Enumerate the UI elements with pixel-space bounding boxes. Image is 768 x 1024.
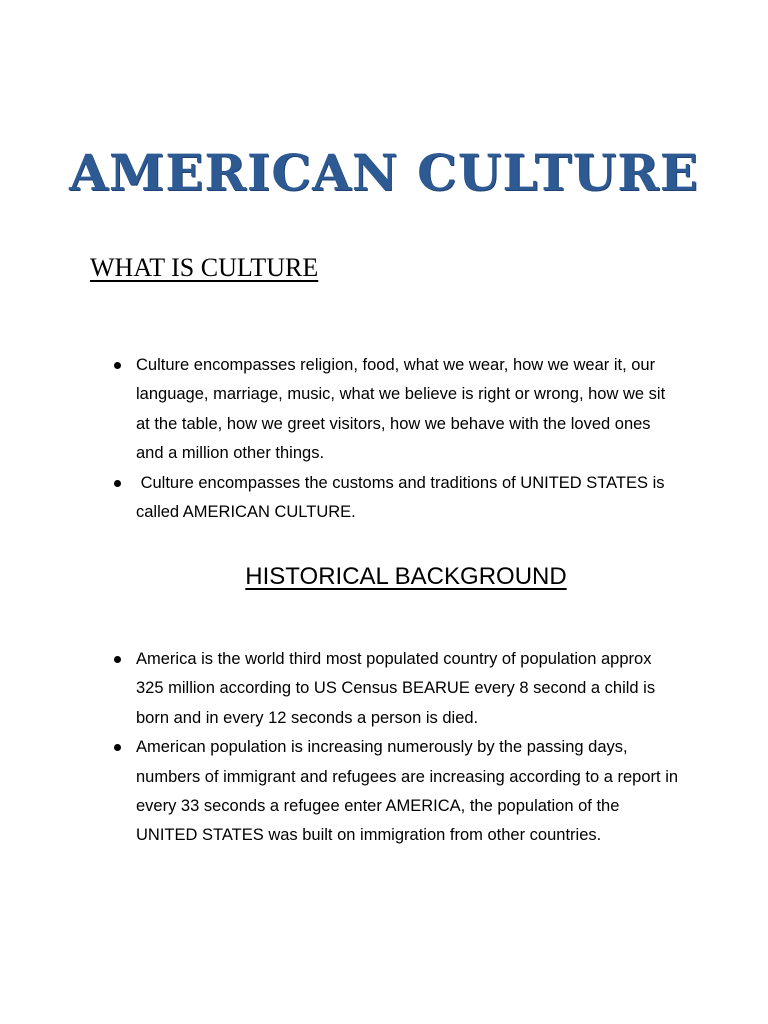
section-heading-what-is-culture: WHAT IS CULTURE <box>90 253 319 282</box>
bullet-list-historical-background <box>112 645 682 851</box>
bullet-icon <box>114 656 121 663</box>
bullet-text: America is the world third most populated country of population approx 325 million according to US Census BEARUE every 8 second a child is born and in every 12 seconds a person is died. <box>136 650 656 727</box>
list-item <box>112 645 682 733</box>
bullet-text: Culture encompasses religion, food, what we wear, how we wear it, our language, marriage, music, what we believe is right or wrong, how we sit at the table, how we greet visitors, how we behave with the loved ones and a million other things. <box>136 356 666 463</box>
bullet-list-what-is-culture <box>112 351 682 527</box>
bullet-text: Culture encompasses the customs and traditions of UNITED STATES is called AMERICAN CULTURE. <box>136 473 670 522</box>
section-heading-historical-background: HISTORICAL BACKGROUND <box>245 563 567 590</box>
document-title: AMERICAN CULTURE <box>69 143 699 202</box>
bullet-icon <box>114 744 121 751</box>
list-item <box>112 733 682 851</box>
bullet-text: American population is increasing numerously by the passing days, numbers of immigrant and refugees are increasing according to a report in every 33 seconds a refugee enter AMERICA, the population of the UNITED STATES was built on immigration from other countries. <box>136 738 679 845</box>
list-item <box>112 469 682 528</box>
list-item <box>112 351 682 469</box>
bullet-icon <box>114 480 121 487</box>
bullet-icon <box>114 362 121 369</box>
